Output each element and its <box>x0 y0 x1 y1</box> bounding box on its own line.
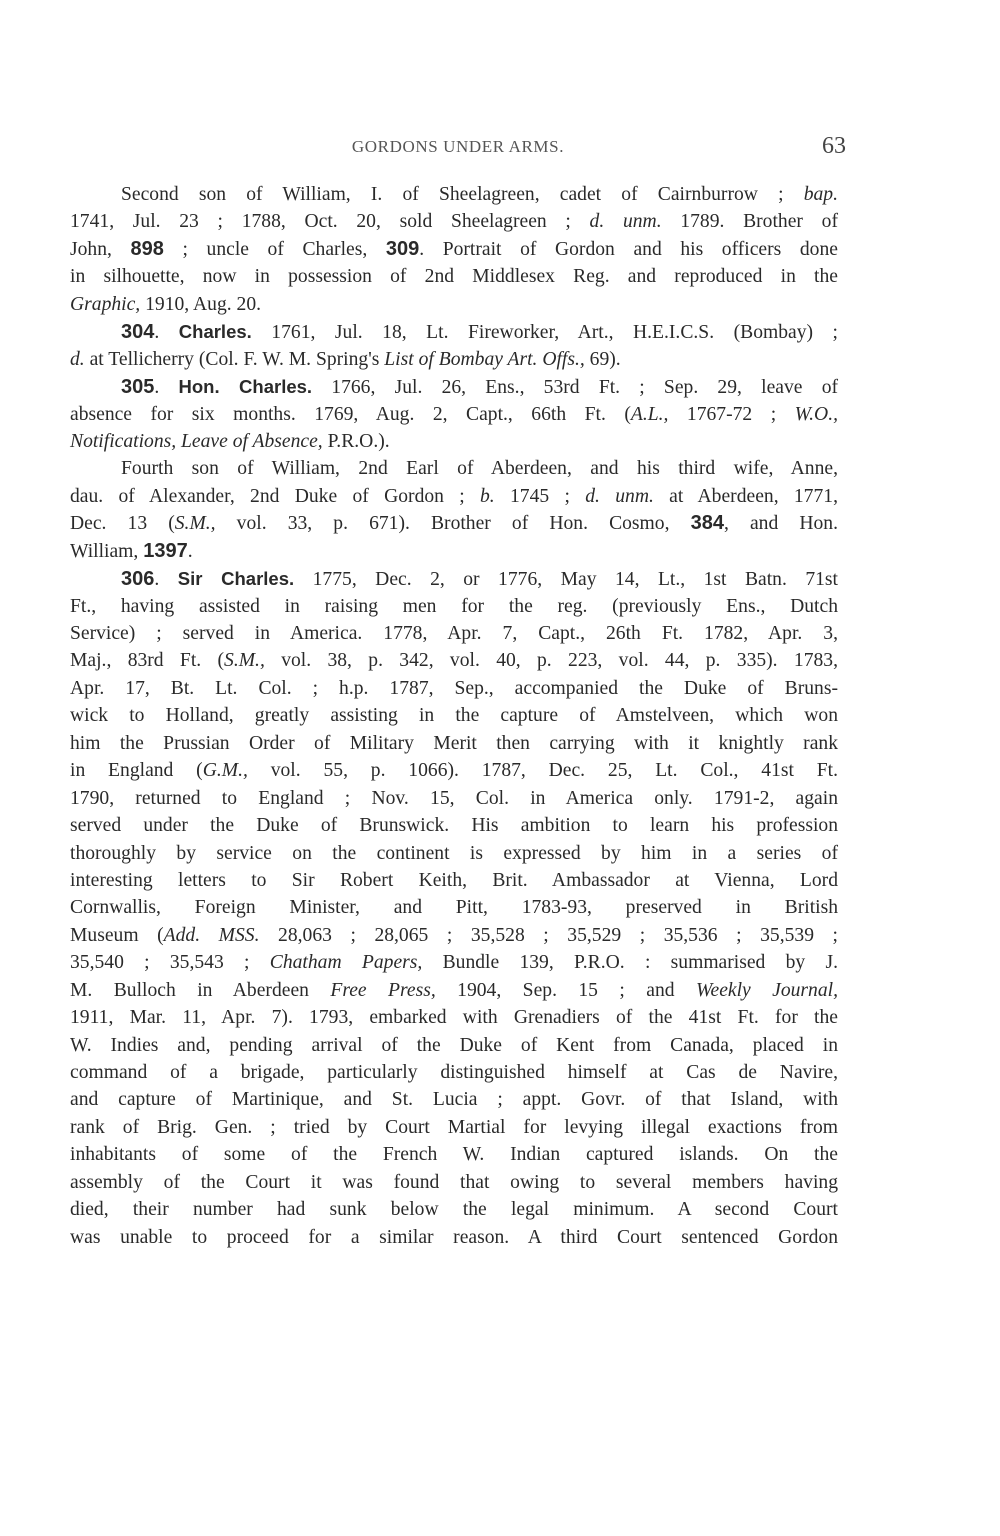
italic-text: d. <box>70 348 85 370</box>
text-line <box>70 1086 838 1113</box>
text-line <box>70 977 838 1004</box>
text-line <box>70 483 838 510</box>
text-segment: . <box>154 322 179 344</box>
text-line <box>70 647 838 674</box>
entry-name: Hon. Charles. <box>178 376 313 398</box>
body-text <box>70 181 838 1251</box>
text-line <box>70 894 838 921</box>
text-segment: in silhouette, now in possession of 2nd Middlesex Reg. and reproduced in the <box>70 266 838 288</box>
text-segment: 1790, returned to England ; Nov. 15, Col. in America only. 1791-2, again <box>70 787 838 809</box>
text-segment: assembly of the Court it was found that owing to several members having <box>70 1171 838 1193</box>
text-line <box>70 1114 838 1141</box>
entry-number: 1397 <box>143 539 188 562</box>
text-segment: vol. 33, p. 671). Brother of Hon. Cosmo, <box>215 513 691 535</box>
text-line <box>70 455 838 482</box>
text-line <box>70 318 838 345</box>
text-segment: Bundle 139, P.R.O. : summarised by J. <box>422 952 839 974</box>
text-segment: 1904, Sep. 15 ; and <box>435 979 696 1001</box>
italic-text: Chatham Papers, <box>269 952 423 974</box>
italic-text: bap. <box>803 184 838 205</box>
text-line <box>70 1004 838 1031</box>
text-segment: . Portrait of Gordon and his officers done <box>419 238 838 260</box>
text-segment: W. Indies and, pending arrival of the Duke of Kent from Canada, placed in <box>70 1034 838 1056</box>
text-segment: him the Prussian Order of Military Merit then carrying with it knightly rank <box>70 732 838 754</box>
text-line <box>70 620 838 647</box>
text-line <box>70 702 838 729</box>
text-segment: served under the Duke of Brunswick. His ambition to learn his profession <box>70 815 838 837</box>
text-line <box>70 565 838 592</box>
text-segment: Museum ( <box>70 924 164 946</box>
text-segment: 1767-72 ; <box>668 403 795 425</box>
entry-number: 309 <box>385 237 420 260</box>
text-segment: Second son of William, I. of Sheelagreen, cadet of Cairnburrow ; <box>121 184 804 205</box>
text-line <box>70 785 838 812</box>
text-line <box>70 1196 838 1223</box>
text-segment: absence for six months. 1769, Aug. 2, Capt., 66th Ft. ( <box>70 403 631 425</box>
text-line <box>70 1032 838 1059</box>
text-segment: and capture of Martinique, and St. Lucia ; appt. Govr. of that Island, with <box>70 1089 838 1111</box>
entry-number: 898 <box>130 237 164 260</box>
italic-text: b. <box>480 485 495 507</box>
text-segment: died, their number had sunk below the legal minimum. A second Court <box>70 1199 838 1221</box>
text-line <box>70 401 838 428</box>
text-line <box>70 1141 838 1168</box>
text-segment: inhabitants of some of the French W. Indian captured islands. On the <box>70 1144 838 1166</box>
italic-text: Graphic, <box>70 293 141 315</box>
text-line <box>70 263 838 290</box>
entry-number: 304 <box>121 321 155 344</box>
text-segment: at Tellicherry (Col. F. W. M. Spring's <box>84 348 385 370</box>
text-line <box>70 1169 838 1196</box>
text-segment: Cornwallis, Foreign Minister, and Pitt, 1783-93, preserved in British <box>70 897 838 919</box>
text-segment: . <box>154 569 178 591</box>
text-line <box>70 538 838 565</box>
text-line <box>70 867 838 894</box>
italic-text: List of Bombay Art. Offs., <box>384 348 585 370</box>
text-segment: interesting letters to Sir Robert Keith, Brit. Ambassador at Vienna, Lord <box>70 869 838 891</box>
text-segment: at Aberdeen, 1771, <box>653 485 838 507</box>
text-segment: ; uncle of Charles, <box>163 238 386 260</box>
text-segment: Apr. 17, Bt. Lt. Col. ; h.p. 1787, Sep., accompanied the Duke of Bruns- <box>70 677 838 699</box>
entry-number: 306 <box>121 568 155 591</box>
text-line <box>70 428 838 455</box>
text-segment: 1911, Mar. 11, Apr. 7). 1793, embarked with Grenadiers of the 41st Ft. for the <box>70 1007 838 1029</box>
text-line <box>70 675 838 702</box>
text-segment: 1741, Jul. 23 ; 1788, Oct. 20, sold Sheelagreen ; <box>70 211 590 233</box>
entry-number: 384 <box>690 512 724 535</box>
text-segment: . <box>187 540 193 562</box>
text-line <box>70 373 838 400</box>
text-line <box>70 346 838 373</box>
text-line <box>70 510 838 537</box>
italic-text: Weekly Journal, <box>695 979 838 1001</box>
italic-text: G.M., <box>202 760 248 782</box>
text-line <box>70 949 838 976</box>
text-line <box>70 208 838 235</box>
text-segment: . <box>154 377 179 399</box>
text-segment: Maj., 83rd Ft. ( <box>70 650 225 672</box>
page-number: 63 <box>822 133 846 159</box>
text-segment: 1775, Dec. 2, or 1776, May 14, Lt., 1st Batn. 71st <box>294 569 838 591</box>
text-segment: thoroughly by service on the continent is expressed by him in a series of <box>70 842 838 864</box>
text-segment: wick to Holland, greatly assisting in the capture of Amstelveen, which won <box>70 705 838 727</box>
text-segment: 69). <box>584 348 621 370</box>
text-line <box>70 840 838 867</box>
running-title: GORDONS UNDER ARMS. <box>351 137 565 156</box>
text-line <box>70 1224 838 1251</box>
text-segment: command of a brigade, particularly distinguished himself at Cas de Navire, <box>70 1062 838 1083</box>
text-segment: M. Bulloch in Aberdeen <box>70 979 331 1001</box>
text-segment: John, <box>70 238 131 260</box>
italic-text: Notifications, Leave of Absence, <box>70 430 323 452</box>
italic-text: W.O., <box>794 403 839 425</box>
italic-text: S.M., <box>224 650 265 672</box>
page-header <box>70 133 846 163</box>
entry-name: Charles. <box>178 321 252 343</box>
text-segment: was unable to proceed for a similar reason. A third Court sentenced Gordon <box>70 1226 838 1248</box>
entry-number: 305 <box>121 376 155 399</box>
text-line <box>70 812 838 839</box>
text-segment: Dec. 13 ( <box>70 513 175 535</box>
text-line <box>70 291 838 318</box>
text-segment: P.R.O.). <box>322 430 390 452</box>
text-line <box>70 1059 838 1086</box>
text-line <box>70 236 838 263</box>
italic-text: S.M., <box>174 513 216 535</box>
text-segment: William, <box>70 540 144 562</box>
italic-text: d. unm. <box>589 211 662 233</box>
text-segment: 1789. Brother of <box>661 211 838 233</box>
text-segment: , and Hon. <box>723 513 838 535</box>
text-segment: rank of Brig. Gen. ; tried by Court Martial for levying illegal exactions from <box>70 1116 838 1138</box>
text-segment: in England ( <box>70 760 203 782</box>
text-segment: vol. 38, p. 342, vol. 40, p. 223, vol. 44, p. 335). 1783, <box>264 650 838 672</box>
text-segment: 1761, Jul. 18, Lt. Fireworker, Art., H.E.I.C.S. (Bombay) ; <box>251 322 838 344</box>
text-line <box>70 922 838 949</box>
text-segment: 1910, Aug. 20. <box>140 293 262 315</box>
text-segment: 28,063 ; 28,065 ; 35,528 ; 35,529 ; 35,536 ; 35,539 ; <box>259 924 838 946</box>
text-line <box>70 593 838 620</box>
text-line <box>70 730 838 757</box>
text-segment: Ft., having assisted in raising men for the reg. (previously Ens., Dutch <box>70 595 838 617</box>
italic-text: Free Press, <box>330 979 436 1001</box>
text-segment: 1745 ; <box>494 485 586 507</box>
entry-name: Sir Charles. <box>177 568 295 590</box>
text-line <box>70 757 838 784</box>
italic-text: A.L., <box>630 403 669 425</box>
text-segment: 35,540 ; 35,543 ; <box>70 952 270 974</box>
text-segment: Service) ; served in America. 1778, Apr. 7, Capt., 26th Ft. 1782, Apr. 3, <box>70 623 838 644</box>
text-segment: 1766, Jul. 26, Ens., 53rd Ft. ; Sep. 29, leave of <box>312 377 839 399</box>
text-segment: Fourth son of William, 2nd Earl of Aberdeen, and his third wife, Anne, <box>121 458 838 480</box>
text-segment: dau. of Alexander, 2nd Duke of Gordon ; <box>70 485 480 507</box>
text-line <box>70 181 838 208</box>
italic-text: d. unm. <box>585 485 654 507</box>
italic-text: Add. MSS. <box>163 924 260 946</box>
text-segment: vol. 55, p. 1066). 1787, Dec. 25, Lt. Col., 41st Ft. <box>247 760 839 782</box>
